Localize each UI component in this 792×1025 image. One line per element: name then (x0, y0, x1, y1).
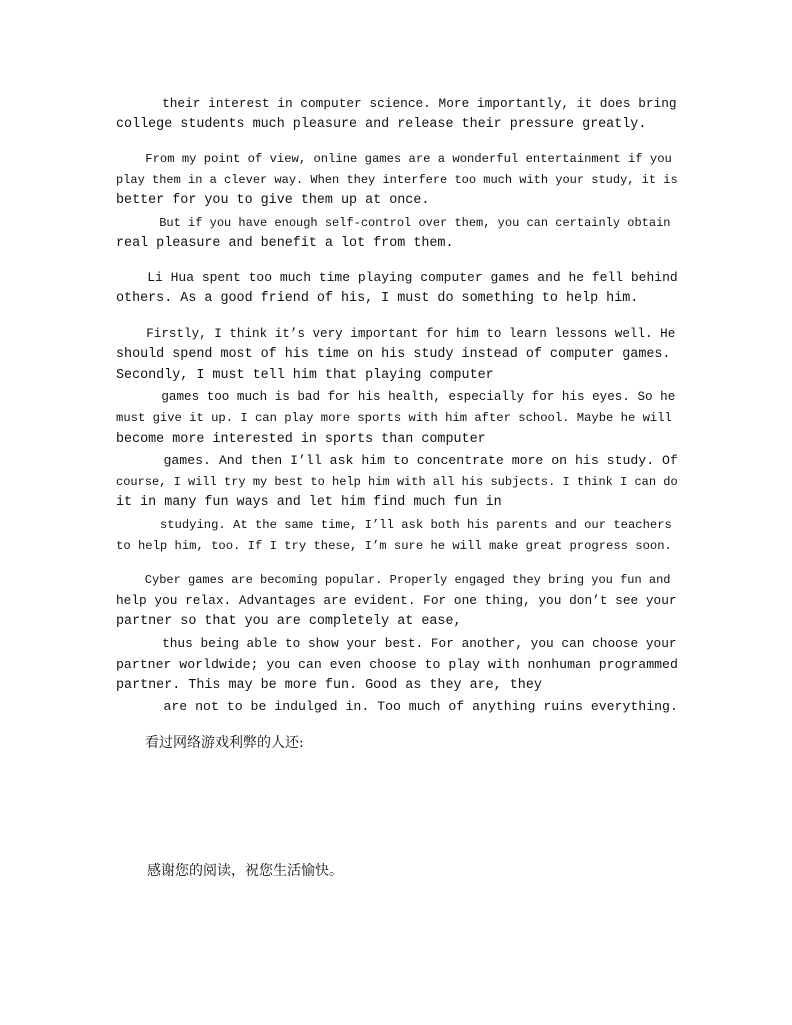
text-line: it in many fun ways and let him find much fun in (116, 495, 502, 510)
text-line: better for you to give them up at once. (116, 193, 430, 208)
text-line: should spend most of his time on his study instead of computer games. (116, 347, 671, 362)
related-heading: 看过网络游戏利弊的人还: (145, 735, 304, 751)
text-line: course, I will try my best to help him with all his subjects. I think I can do (116, 475, 678, 489)
text-line: real pleasure and benefit a lot from them. (116, 236, 454, 251)
text-line: games. And then I’ll ask him to concentrate more on his study. Of (116, 453, 678, 468)
text-line: thus being able to show your best. For another, you can choose your (116, 636, 677, 651)
text-line: partner so that you are completely at ease, (116, 614, 462, 629)
text-line: Li Hua spent too much time playing computer games and he fell behind (116, 270, 678, 285)
text-line: studying. At the same time, I’ll ask both his parents and our teachers (116, 518, 672, 532)
text-line: partner worldwide; you can even choose to play with nonhuman programmed (116, 657, 678, 672)
text-line: Cyber games are becoming popular. Properly engaged they bring you fun and (116, 573, 671, 587)
text-line: college students much pleasure and release their pressure greatly. (116, 117, 647, 132)
text-line: become more interested in sports than computer (116, 432, 486, 447)
text-line: But if you have enough self-control over them, you can certainly obtain (116, 216, 671, 230)
text-line: their interest in computer science. More importantly, it does bring (116, 96, 677, 111)
text-line: games too much is bad for his health, especially for his eyes. So he (116, 390, 676, 404)
text-line: to help him, too. If I try these, I’m sure he will make great progress soon. (116, 539, 672, 553)
closing-text: 感谢您的阅读，祝您生活愉快。 (147, 863, 343, 879)
text-line: play them in a clever way. When they interfere too much with your study, it is (116, 173, 678, 187)
text-line: Secondly, I must tell him that playing computer (116, 368, 494, 383)
text-line: are not to be indulged in. Too much of anything ruins everything. (116, 699, 678, 714)
text-line: Firstly, I think it’s very important for him to learn lessons well. He (116, 327, 676, 341)
text-line: From my point of view, online games are a wonderful entertainment if you (116, 152, 672, 166)
text-line: help you relax. Advantages are evident. For one thing, you don’t see your (116, 593, 677, 608)
text-line: others. As a good friend of his, I must do something to help him. (116, 291, 639, 306)
text-line: must give it up. I can play more sports with him after school. Maybe he will (116, 411, 672, 425)
text-line: partner. This may be more fun. Good as they are, they (116, 678, 542, 693)
